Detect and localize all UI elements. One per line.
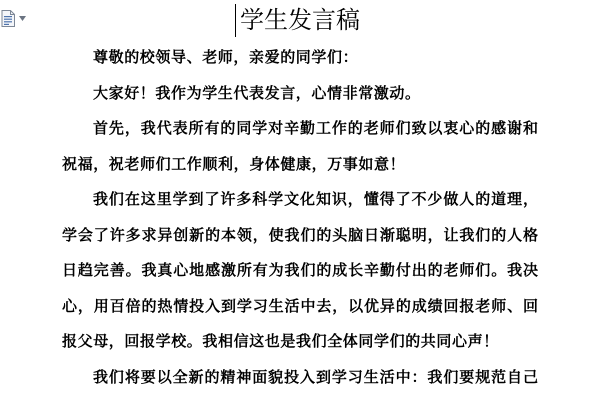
paragraph-line[interactable]: 首先，我代表所有的同学对辛勤工作的老师们致以衷心的感谢和 <box>93 119 538 137</box>
paragraph-line[interactable]: 学会了许多求异创新的本领，使我们的头脑日渐聪明，让我们的人格 <box>62 225 538 244</box>
paragraph-salutation <box>62 40 538 76</box>
paragraph-line[interactable]: 尊敬的校领导、老师，亲爱的同学们： <box>93 48 359 66</box>
text-cursor <box>235 4 236 37</box>
paragraph-line[interactable]: 我们在这里学到了许多科学文化知识，懂得了不少做人的道理， <box>93 190 538 208</box>
document-body[interactable] <box>62 40 538 395</box>
paragraph-line[interactable]: 日趋完善。我真心地感激所有为我们的成长辛勤付出的老师们。我决 <box>62 261 538 279</box>
paragraph-line[interactable]: 大家好！我作为学生代表发言，心情非常激动。 <box>93 83 421 102</box>
paragraph-line[interactable]: 心，用百倍的热情投入到学习生活中去，以优异的成绩回报老师、回 <box>62 296 538 315</box>
paragraph-line[interactable]: 祝福，祝老师们工作顺利，身体健康，万事如意！ <box>62 154 406 173</box>
paragraph-commitment <box>62 360 538 396</box>
paragraph-line[interactable]: 我们将要以全新的精神面貌投入到学习生活中：我们要规范自己 <box>93 367 538 386</box>
paragraph-gratitude <box>62 182 538 360</box>
page-title[interactable]: 学生发言稿 <box>240 6 360 34</box>
paragraph-greeting <box>62 76 538 112</box>
paragraph-line[interactable]: 报父母，回报学校。我相信这也是我们全体同学们的共同心声！ <box>62 332 499 350</box>
paragraph-thanks <box>62 111 538 182</box>
